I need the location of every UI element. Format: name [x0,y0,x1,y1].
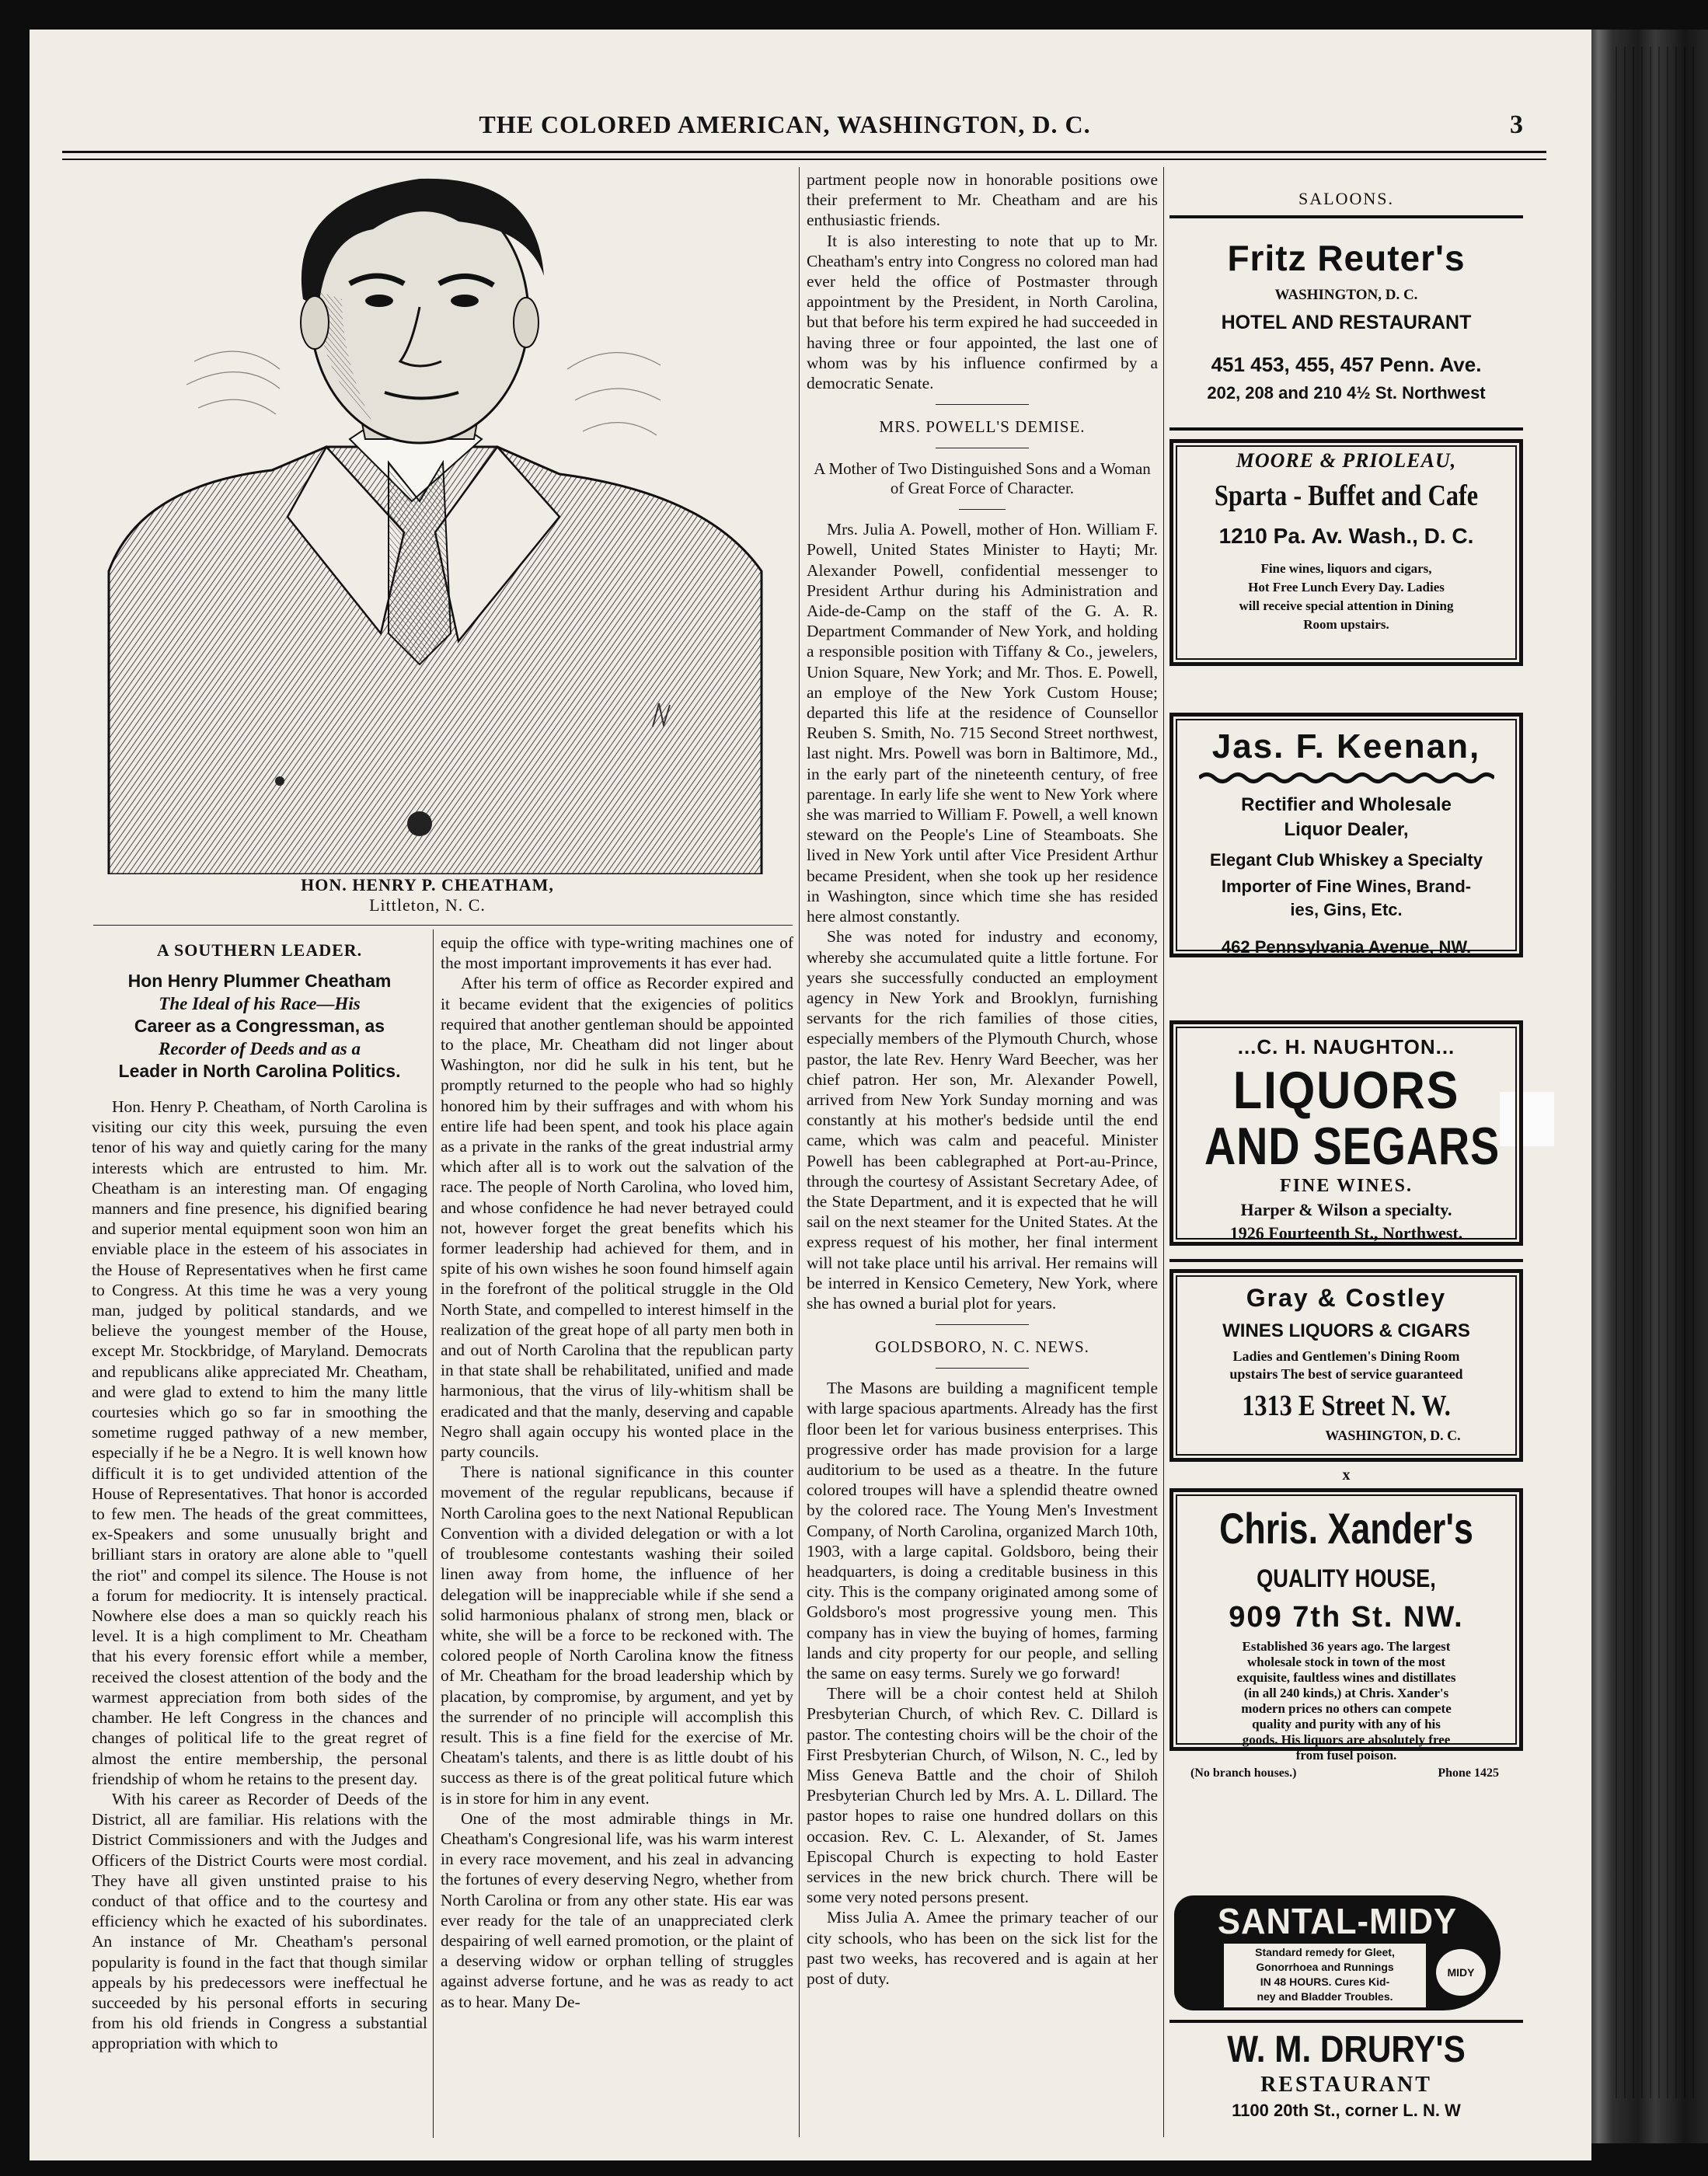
ad-type: RESTAURANT [1260,2073,1432,2097]
ad-drury [1169,2028,1523,2120]
ad-names: Gray & Costley [1246,1284,1447,1312]
ad-names: MOORE & PRIOLEAU, [1236,449,1457,472]
ad-address: 909 7th St. NW. [1229,1601,1464,1634]
ad-line: Established 36 years ago. The largest [1242,1639,1451,1654]
article-deck-line: Leader in North Carolina Politics. [118,1061,401,1081]
article-paragraph: After his term of office as Recorder expired and it became evident that the exigencies of politics required that another gentleman should be appointed to the place, Mr. Cheatham did not linger about Washington, nor did he sulk in his tent, but he promptly returned to the people who had so highly honored him by their suffrages and with whom his entire life had been spent, and took his place again as a private in the ranks of the great industrial army which after all is to work out the salvation of the race. The people of North Carolina, who loved him, and whose confidence he had never betrayed could not, however forget the great benefits which his former leadership had achieved for them, and in spite of his own wishes he soon found himself again in the forefront of the political struggle in the Old North State, and compelled to interest himself in the realization of the great hope of all party men both in and out of North Carolina that the republican party in that state shall be rehabilitated, unified and made harmonious, that the virus of lily-whitism shall be eradicated and that the manly, deserving and capable Negro shall again occupy his wonted place in the party councils. [441,974,793,1462]
ad-xander [1169,1488,1523,1780]
coat-button [407,811,432,836]
ad-address: 1100 20th St., corner L. N. W [1232,2101,1461,2120]
santal-name: SANTAL-MIDY [1217,1901,1458,1941]
ad-line: quality and purity with any of his [1252,1717,1441,1731]
ad-title: QUALITY HOUSE, [1257,1564,1436,1592]
page-number: 3 [1510,110,1523,139]
article-column-3 [807,169,1158,2137]
portrait-caption-place: Littleton, N. C. [369,895,486,915]
ad-title: Sparta - Buffet and Cafe [1214,479,1479,512]
article-paragraph: There is national significance in this counter movement of the regular republicans, because if North Carolina goes to the next National Republican Convention with a divided delegation or with a lot of troublesome contestants washing their soiled linen away from home, the influence of her delegation will be inappreciable while if she send a solid harmonious phalanx of strong men, black or white, she will be a force to be reckoned with. The colored people of North Carolina know the fitness of Mr. Cheatham for the broad leadership which by placation, by compromise, by argument, and yet by the surrender of no principle will accomplish this result. This is a fine field for the exercise of Mr. Cheatam's talents, and there is as little doubt of his success as there is of the great political future which is in store for him in any event. [441,1463,793,1808]
ad-line: Rectifier and Wholesale [1241,794,1452,815]
ad-rule [1169,2020,1523,2023]
ad-city: WASHINGTON, D. C. [1274,287,1418,303]
ad-address: 1210 Pa. Av. Wash., D. C. [1218,524,1474,548]
article-column-2 [441,933,793,2137]
ad-line: IN 48 HOURS. Cures Kid- [1260,1975,1390,1988]
section-rule [959,509,1006,510]
ad-rule [1169,427,1523,431]
ad-moore-prioleau [1169,439,1523,666]
ad-name: Jas. F. Keenan, [1211,727,1481,765]
article-paragraph: With his career as Recorder of Deeds of the District, all are familiar. His relations with the District Commissioners and with the Judges and Officers of the District Courts were most cordial. They have all given unstinted praise to his conduct of that office and to the courtesy and efficiency which he exacted of his subordinates. An instance of Mr. Cheatham's personal popularity is found in the fact that though similar appeals by his predecessors were ineffectual he succeeded by his personal efforts in securing from his old friends in Congress a substantial appropriation with which to [92,1789,427,2053]
powell-title: MRS. POWELL'S DEMISE. [879,417,1086,437]
ad-footer [1173,1763,1519,1780]
article-column-1 [92,933,427,2137]
article-paragraph: She was noted for industry and economy, whereby she accumulated quite a little fortune. For years she successfully conducted an employment agency in New York and Brooklyn, furnishing servants for the rich families of those cities, especially members of the Plymouth Church, whose pastor, the late Rev. Henry Ward Beecher, was her chief patron. Her son, Mr. Alexander Powell, arrived from New York Sunday morning and was constantly at his mother's bedside until the end came, which was calm and peaceful. Minister Powell has been cablegraphed at Port-au-Prince, through the courtesy of Assistant Secretary Adee, of the State Department, and it is expected that he will sail on the next steamer for the United States. At the express request of his mother, her final interment will not take place until his arrival. Her remains will be interred in Kensico Cemetery, New York, where she has owned a burial plot for years. [807,927,1158,1313]
article-headline: A SOUTHERN LEADER. [156,940,363,960]
ad-line: (in all 240 kinds,) at Chris. Xander's [1243,1686,1449,1700]
section-rule [936,404,1029,405]
section-rule [936,1324,1029,1325]
ad-line: FINE WINES. [1280,1176,1413,1196]
ad-line: Harper & Wilson a specialty. [1240,1200,1452,1219]
ad-line: Standard remedy for Gleet, [1255,1946,1395,1958]
ad-separator: x [1342,1466,1351,1484]
article-deck [92,970,427,1083]
ad-type: HOTEL AND RESTAURANT [1221,312,1472,333]
column-rule [433,929,434,2138]
ad-line: Fine wines, liquors and cigars, [1260,561,1432,576]
ad-line: modern prices no others can compete [1241,1701,1452,1716]
article-deck-line: The Ideal of his Race—His [159,994,361,1013]
ad-big-text: AND SEGARS [1204,1117,1501,1176]
section-rule [936,1368,1029,1369]
midy-capsule-icon [1434,1947,1488,1998]
ad-line: Gonorrhoea and Runnings [1256,1961,1394,1973]
ad-line: goods. His liquors are absolutely free [1242,1732,1451,1747]
portrait-caption-name: HON. HENRY P. CHEATHAM, [301,875,554,894]
goldsboro-title: GOLDSBORO, N. C. NEWS. [875,1337,1089,1357]
ad-line: Importer of Fine Wines, Brand- [1221,877,1472,896]
ad-big-text: LIQUORS [1232,1061,1460,1120]
ad-name: ...C. H. NAUGHTON... [1237,1035,1455,1058]
article-paragraph: One of the most admirable things in Mr. Cheatham's Congresional life, was his warm interest in every race movement, and his zeal in advancing the fortunes of every deserving Negro, whether from North Carolina or from any other state. His ear was ever ready for the tale of an unappreciated clerk despairing of well earned promotion, or the plaint of a deserving widow or orphan telling of struggles against adverse fortune, and he was as ready to act as to hear. Many De- [441,1808,793,2011]
ad-address: 462 Pennsylvania Avenue, NW. [1221,937,1472,957]
ad-line: will receive special attention in Dining [1239,598,1454,613]
ad-address: 1313 E Street N. W. [1242,1390,1451,1422]
advertisement-column [1169,167,1523,2125]
ad-name: Chris. Xander's [1219,1504,1473,1553]
article-deck-line: Hon Henry Plummer Cheatham [127,971,392,991]
masthead-title: THE COLORED AMERICAN, WASHINGTON, D. C. [479,110,1091,138]
saloons-heading: SALOONS. [1298,189,1394,208]
ad-line: Room upstairs. [1303,617,1389,632]
eye-right [451,295,479,307]
ad-line: Elegant Club Whiskey a Specialty [1210,850,1483,870]
portrait-rule [93,925,793,926]
ad-santal-midy [1169,1895,1523,2010]
ad-line: exquisite, faultless wines and distillates [1236,1670,1456,1685]
column-rule [1163,167,1164,2137]
midy-badge-label: MIDY [1447,1966,1475,1979]
masthead-rule [62,151,1546,160]
spine-texture [1609,47,1694,2098]
ad-address: 202, 208 and 210 4½ St. Northwest [1207,383,1486,403]
masthead [62,110,1539,141]
decorative-wave-rule [1199,771,1494,785]
article-paragraph: equip the office with type-writing machines one of the most important improvements it has ever had. [441,933,793,973]
ad-rule [1169,1259,1523,1262]
ad-phone: Phone 1425 [1438,1766,1499,1780]
article-deck-line: Recorder of Deeds and as a [159,1039,361,1058]
portrait-engraving [93,167,777,874]
ad-line: wholesale stock in town of the most [1247,1655,1445,1669]
ad-address: 1926 Fourteenth St., Northwest. [1229,1223,1463,1243]
ad-gray-costley [1169,1269,1523,1462]
ad-line: ney and Bladder Troubles. [1257,1990,1393,2003]
ad-line: upstairs The best of service guaranteed [1229,1366,1463,1382]
article-paragraph: The Masons are building a magnificent temple with large spacious apartments. Already has the first floor been let for various business enterprises. This progressive order has made provision for a large auditorium to be used as a theatre. In the future colored troupes will have a splendid theatre owned by the colored race. The Young Men's Investment Company, of North Carolina, organized March 10th, 1903, with a large capital. Goldsboro, being their headquarters, is doing a creditable business in this city. This is the company originated among some of Goldsboro's most progressive young men. This company has in view the buying of homes, farming lands and city property for our people, and selling the same on easy terms. Surely we go forward! [807,1379,1158,1683]
ad-title: WINES LIQUORS & CIGARS [1222,1320,1470,1341]
ad-keenan [1169,713,1523,957]
article-paragraph: Hon. Henry P. Cheatham, of North Carolina is visiting our city this week, pursuing the even tenor of his way and quietly caring for the many interests which are entrusted to him. Mr. Cheatham is an interesting man. Of engaging manners and fine presence, his dignified bearing and superior mental equipment soon won him an enviable place in the esteem of his associates in the House of Representatives when he first came to Congress. At this time he was a very young man, judged by political standards, and we believe the youngest member of the House, except Mr. Stockbridge, of Maryland. Democrats and republicans alike appreciated Mr. Cheatham, and were glad to extend to him the many little courtesies which go so far in smoothing the sometime rugged pathway of a new member, especially if he be a Negro. It is well known how difficult it is to get undivided attention of the House of Representatives. That honor is accorded to few men. The heads of the great committees, ex-Speakers and some unusually bright and brilliant stars in oratory are alone able to "quell the riot" and compel its silence. The House is not a forum for mediocrity. It is intensely practical. Nowhere else does a man so quickly reach his level. It is a high compliment to Mr. Cheatham that his every forensic effort while a member, received the closest attention of the body and the warmest appreciation from both sides of the chamber. He left Congress in the chances and changes of political life to the great regret of almost the entire membership, the personal friendship of whom he retains to the present day. [92,1097,427,1788]
ad-name: Fritz Reuter's [1227,238,1466,278]
ad-city: WASHINGTON, D. C. [1325,1428,1461,1443]
article-paragraph: It is also interesting to note that up to Mr. Cheatham's entry into Congress no colored man had ever held the office of Postmaster through appointment by the President, in North Carolina, but that before his term expired he had succeeded in having three or four appointed, the last one of whom was by his influence confirmed by a democratic Senate. [807,231,1158,393]
article-paragraph: Miss Julia A. Amee the primary teacher of our city schools, who has been on the sick list for the past two weeks, has recovered and is again at her post of duty. [807,1908,1158,1989]
article-paragraph: Mrs. Julia A. Powell, mother of Hon. William F. Powell, United States Minister to Hayti; Mr. Alexander Powell, confidential messenger to President Arthur during his Administration and Aide-de-Camp on the staff of the G. A. R. Department Commander of New York, and holding a responsible position with Tiffany & Co., jewelers, Union Square, New York; and Mr. Thos. E. Powell, an employe of the New York Custom House; departed this life at the residence of Counsellor Reuben S. Smith, No. 715 Second Street northwest, last night. Mrs. Powell was born in Baltimore, Md., in the early part of the nineteenth century, of free parentage. In early life she went to New York where she was married to William F. Powell, a well known steward on the People's Line of Steamboats. She lived in New York until after Vice President Arthur became President, when she took up her residence in Washington, since which time she has resided here almost constantly. [807,520,1158,926]
ad-line: Ladies and Gentlemen's Dining Room [1232,1348,1460,1364]
ad-rule [1169,215,1523,218]
article-paragraph: There will be a choir contest held at Shiloh Presbyterian Church, of which Rev. C. Dillard is pastor. The contesting choirs will be the choir of the First Presbyterian Church, of Wilson, N. C., led by Miss Geneva Battle and the choir of Shiloh Presbyterian Church led by Mrs. A. L. Dillard. The pastor hopes to raise one hundred dollars on this occasion. Rev. C. L. Alexander, of St. James Episcopal Church is expecting to hold Easter services in the new brick church. There will be some very noted persons present. [807,1684,1158,1907]
ad-name: W. M. DRURY'S [1227,2029,1466,2070]
ad-line: ies, Gins, Etc. [1290,900,1403,919]
ad-address: 451 453, 455, 457 Penn. Ave. [1211,353,1482,376]
santal-body [1224,1944,1426,2007]
column-rule [799,167,800,2137]
ad-naughton [1169,1020,1523,1246]
article-paragraph: partment people now in honorable positions owe their preferment to Mr. Cheatham and are his enthusiastic friends. [807,170,1158,230]
ad-line: Hot Free Lunch Every Day. Ladies [1248,580,1445,595]
powell-deck: A Mother of Two Distinguished Sons and a Woman of Great Force of Character. [814,459,1151,498]
article-deck-line: Career as a Congressman, as [134,1016,385,1036]
ad-line: Liquor Dealer, [1284,819,1409,840]
eye-left [365,295,393,307]
ad-branch-note: (No branch houses.) [1190,1766,1297,1780]
ad-line: from fusel poison. [1295,1748,1397,1763]
